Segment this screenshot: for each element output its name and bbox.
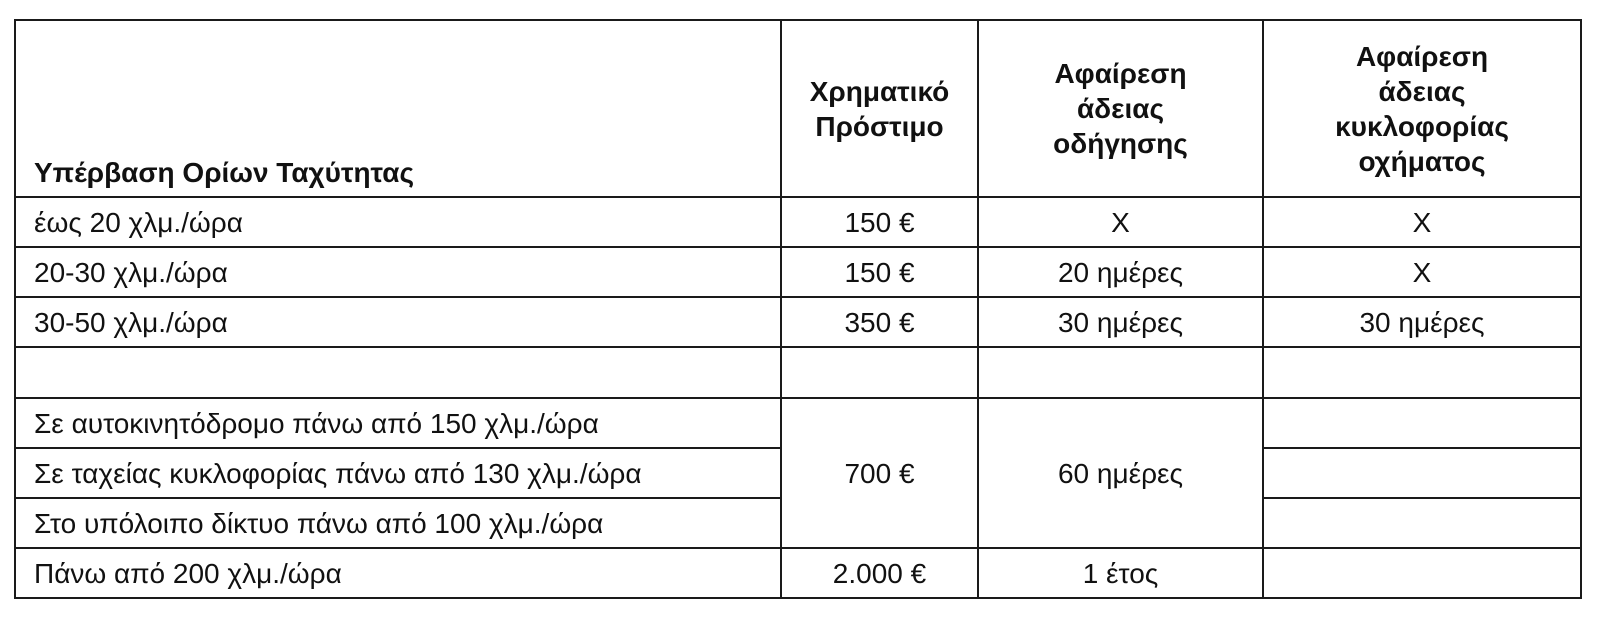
- row-label: 20-30 χλμ./ώρα: [15, 247, 781, 297]
- group-license: 60 ημέρες: [978, 398, 1263, 548]
- row-fine: [781, 347, 978, 398]
- row-label: [15, 347, 781, 398]
- group-label-expressway: Σε ταχείας κυκλοφορίας πάνω από 130 χλμ./ώρα: [15, 448, 781, 498]
- header-registration-line: Αφαίρεση: [1355, 40, 1489, 72]
- row-license: 30 ημέρες: [978, 297, 1263, 347]
- header-registration-line: κυκλοφορίας: [1335, 110, 1509, 142]
- group-registration: [1263, 448, 1581, 498]
- row-license: 20 ημέρες: [978, 247, 1263, 297]
- row-fine: 150 €: [781, 197, 978, 247]
- row-label: Πάνω από 200 χλμ./ώρα: [15, 548, 781, 598]
- header-license-line: Αφαίρεση: [1054, 58, 1187, 89]
- header-registration-line: οχήματος: [1358, 145, 1486, 177]
- header-registration-line: άδειας: [1378, 75, 1466, 107]
- group-label-other-network: Στο υπόλοιπο δίκτυο πάνω από 100 χλμ./ώρα: [15, 498, 781, 548]
- row-registration: 30 ημέρες: [1263, 297, 1581, 347]
- row-license: 1 έτος: [978, 548, 1263, 598]
- row-registration: [1263, 347, 1581, 398]
- row-label: 30-50 χλμ./ώρα: [15, 297, 781, 347]
- header-license-line: άδειας: [1076, 93, 1165, 124]
- row-license: X: [978, 197, 1263, 247]
- header-fine-line: Πρόστιμο: [815, 110, 944, 142]
- row-fine: 150 €: [781, 247, 978, 297]
- group-label-motorway: Σε αυτοκινητόδρομο πάνω από 150 χλμ./ώρα: [15, 398, 781, 448]
- header-license-removal: [978, 20, 1263, 197]
- table-row-empty: [15, 347, 1581, 398]
- header-speed-violation: Υπέρβαση Ορίων Ταχύτητας: [15, 20, 781, 197]
- speed-penalties-table: [14, 19, 1582, 599]
- header-fine-line: Χρηματικό: [809, 75, 950, 107]
- row-fine: 350 €: [781, 297, 978, 347]
- header-license-line: οδήγησης: [1053, 128, 1188, 159]
- group-registration: [1263, 398, 1581, 448]
- table-row-group: [15, 398, 1581, 448]
- table-row: [15, 197, 1581, 247]
- group-fine: 700 €: [781, 398, 978, 548]
- row-fine: 2.000 €: [781, 548, 978, 598]
- row-registration: X: [1263, 197, 1581, 247]
- row-label: έως 20 χλμ./ώρα: [15, 197, 781, 247]
- row-registration: [1263, 548, 1581, 598]
- header-fine: [781, 20, 978, 197]
- row-license: [978, 347, 1263, 398]
- group-registration: [1263, 498, 1581, 548]
- table-row: [15, 297, 1581, 347]
- table-row: [15, 548, 1581, 598]
- row-registration: X: [1263, 247, 1581, 297]
- table-row: [15, 247, 1581, 297]
- table-header-row: [15, 20, 1581, 197]
- header-registration-removal: [1263, 20, 1581, 197]
